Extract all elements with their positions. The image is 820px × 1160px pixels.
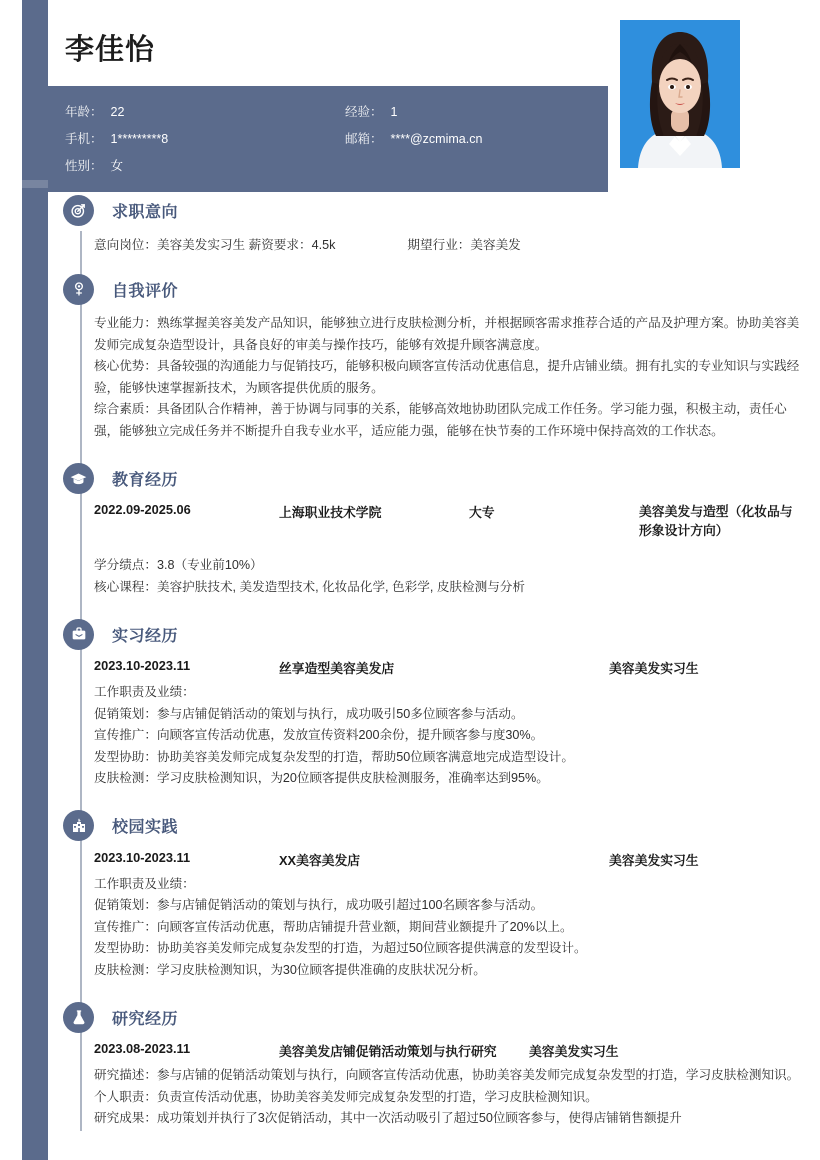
section-internship — [48, 616, 820, 790]
campus-role: 美容美发实习生 — [609, 852, 699, 868]
job-intent-position: 意向岗位：美容美发实习生 薪资要求：4.5k — [94, 238, 336, 252]
internship-entry-header — [94, 658, 802, 677]
internship-org: 丝享造型美容美发店 — [279, 661, 395, 676]
job-intent-industry: 期望行业：美容美发 — [407, 238, 521, 252]
section-campus-practice — [48, 808, 820, 982]
internship-detail: 发型协助：协助美容美发师完成复杂发型的打造，帮助50位顾客满意地完成造型设计。 — [94, 749, 574, 764]
education-date: 2022.09-2025.06 — [94, 502, 191, 517]
section-title: 研究经历 — [112, 1010, 179, 1028]
research-detail-duties: 个人职责：负责宣传活动优惠，协助美容美发师完成复杂发型的打造，学习皮肤检测知识。 — [94, 1089, 598, 1104]
research-topic: 美容美发店铺促销活动策划与执行研究 — [279, 1044, 497, 1059]
section-education — [48, 460, 820, 598]
section-title: 校园实践 — [112, 819, 179, 836]
education-detail-gpa: 学分绩点：3.8（专业前10%） — [94, 558, 263, 572]
campus-detail: 发型协助：协助美容美发师完成复杂发型的打造，为超过50位顾客提供满意的发型设计。 — [94, 941, 587, 955]
campus-subhead: 工作职责及业绩： — [94, 876, 195, 891]
info-label: 手机： — [65, 132, 103, 146]
section-header — [63, 192, 820, 228]
info-item-phone — [65, 129, 345, 147]
education-school: 上海职业技术学院 — [279, 505, 382, 520]
section-body — [94, 307, 820, 442]
section-body — [94, 1035, 820, 1130]
internship-detail: 宣传推广：向顾客宣传活动优惠，发放宣传资料200余份，提升顾客参与度30%。 — [94, 728, 544, 742]
education-major: 美容美发与造型（化妆品与形象设计方向） — [639, 504, 793, 538]
candidate-name: 李佳怡 — [65, 34, 156, 66]
info-label: 邮箱： — [345, 132, 383, 146]
info-item-email — [345, 129, 595, 147]
info-item-gender — [65, 156, 345, 174]
campus-building-icon — [63, 810, 94, 841]
info-item-experience — [345, 102, 595, 120]
internship-role: 美容美发实习生 — [609, 661, 699, 676]
section-header — [63, 616, 820, 652]
info-label: 经验： — [345, 105, 383, 119]
section-header — [63, 271, 820, 307]
internship-detail: 促销策划：参与店铺促销活动的策划与执行，成功吸引50多位顾客参与活动。 — [94, 706, 524, 721]
resume-header — [48, 0, 820, 192]
name-strip — [48, 0, 608, 86]
info-item-spacer — [345, 156, 595, 174]
self-eval-paragraph: 核心优势：具备较强的沟通能力与促销技巧，能够积极向顾客宣传活动优惠信息，提升店铺业绩。拥有扎实的专业知识与实践经验，能够快速掌握新技术，为顾客提供优质的服务。 — [94, 359, 800, 395]
section-header — [63, 999, 820, 1035]
info-value: ****@zcmima.cn — [390, 132, 483, 146]
section-title: 自我评价 — [112, 282, 179, 300]
info-value: 女 — [110, 159, 124, 173]
section-header — [63, 808, 820, 844]
award-icon — [63, 274, 94, 305]
campus-detail: 宣传推广：向顾客宣传活动优惠，帮助店铺提升营业额，期间营业额提升了20%以上。 — [94, 919, 573, 934]
internship-date: 2023.10-2023.11 — [94, 658, 191, 673]
info-label: 性别： — [65, 159, 103, 173]
section-job-intent — [48, 192, 820, 253]
info-value: 1*********8 — [110, 132, 169, 146]
info-item-age — [65, 102, 345, 120]
graduation-cap-icon — [63, 463, 94, 494]
research-date: 2023.08-2023.11 — [94, 1041, 191, 1056]
resume-body — [48, 192, 820, 1130]
section-research — [48, 999, 820, 1130]
section-title: 实习经历 — [112, 627, 179, 645]
section-header — [63, 460, 820, 496]
left-accent-rail — [22, 0, 48, 1160]
campus-org: XX美容美发店 — [279, 852, 361, 868]
candidate-photo — [620, 20, 740, 168]
briefcase-icon — [63, 619, 94, 650]
internship-detail: 皮肤检测：学习皮肤检测知识，为20位顾客提供皮肤检测服务，准确率达到95%。 — [94, 771, 549, 785]
info-value: 22 — [110, 105, 125, 119]
candidate-photo-illustration — [620, 20, 740, 168]
info-value: 1 — [390, 105, 398, 119]
self-eval-paragraph: 综合素质：具备团队合作精神，善于协调与同事的关系，能够高效地协助团队完成工作任务。学习能力强，积极主动，责任心强，能够独立完成任务并不断提升自我专业水平，适应能力强，能够在快节奏的工作环境中保持高效的工作状态。 — [94, 402, 787, 438]
self-eval-paragraph: 专业能力：熟练掌握美容美发产品知识，能够独立进行皮肤检测分析，并根据顾客需求推荐合适的产品及护理方案。协助美容美发师完成复杂造型设计，具备良好的审美与操作技巧，能够有效提升顾客满意度。 — [94, 316, 800, 352]
research-detail-achievements: 研究成果：成功策划并执行了3次促销活动，其中一次活动吸引了超过50位顾客参与，使得店铺销售额提升 — [94, 1111, 682, 1125]
research-role: 美容美发实习生 — [529, 1044, 619, 1059]
target-icon — [63, 195, 94, 226]
left-rail-notch — [22, 180, 48, 188]
section-title: 求职意向 — [112, 203, 179, 221]
section-body — [94, 844, 820, 982]
education-entry-header — [94, 502, 802, 540]
section-body — [94, 652, 820, 790]
internship-subhead: 工作职责及业绩： — [94, 685, 195, 699]
education-detail-courses: 核心课程：美容护肤技术, 美发造型技术, 化妆品化学, 色彩学, 皮肤检测与分析 — [94, 579, 525, 594]
campus-detail: 促销策划：参与店铺促销活动的策划与执行，成功吸引超过100名顾客参与活动。 — [94, 898, 544, 912]
section-body — [94, 228, 820, 253]
campus-entry-header — [94, 850, 802, 869]
campus-date: 2023.10-2023.11 — [94, 849, 191, 865]
education-degree: 大专 — [469, 505, 495, 520]
section-title: 教育经历 — [112, 471, 179, 489]
section-body — [94, 496, 820, 598]
research-detail-description: 研究描述：参与店铺的促销活动策划与执行，向顾客宣传活动优惠，协助美容美发师完成复杂发型的打造，学习皮肤检测知识。 — [94, 1068, 800, 1082]
flask-icon — [63, 1002, 94, 1033]
info-label: 年龄： — [65, 105, 103, 119]
research-entry-header — [94, 1041, 802, 1060]
personal-info-grid — [65, 102, 595, 174]
job-intent-row — [94, 234, 802, 253]
campus-detail: 皮肤检测：学习皮肤检测知识，为30位顾客提供准确的皮肤状况分析。 — [94, 962, 486, 977]
section-self-evaluation — [48, 271, 820, 442]
personal-info-band — [48, 86, 608, 192]
